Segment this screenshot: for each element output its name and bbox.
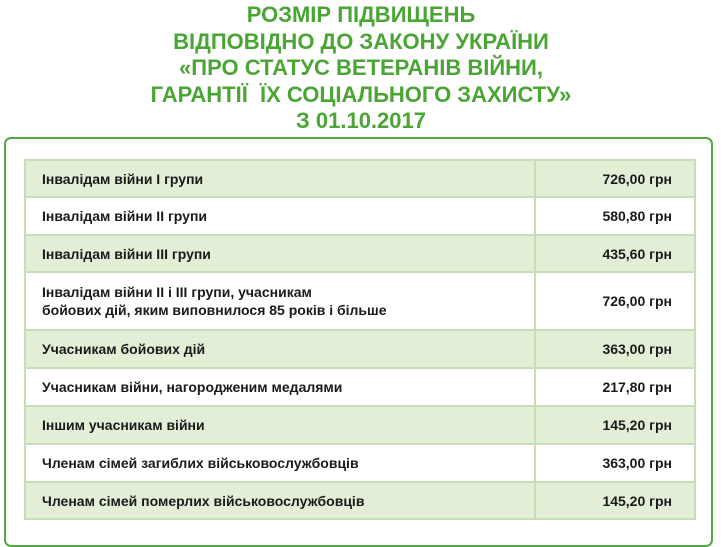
table-row [25, 160, 695, 197]
category-cell: Іншим учасникам війни [25, 406, 535, 444]
table-row [25, 235, 695, 272]
amount-cell: 726,00 грн [535, 160, 695, 197]
category-cell [25, 272, 535, 330]
category-cell: Учасникам бойових дій [25, 330, 535, 368]
title-line-1: РОЗМІР ПІДВИЩЕНЬ [246, 2, 476, 27]
table-row [25, 368, 695, 406]
title-line-4: ГАРАНТІЇ ЇХ СОЦІАЛЬНОГО ЗАХИСТУ» [150, 81, 572, 107]
amount-cell: 145,20 грн [535, 482, 695, 519]
table-row [25, 330, 695, 368]
category-line: Інвалідам війни II і III групи, учасникам [42, 284, 312, 300]
title-line-5: З 01.10.2017 [295, 108, 426, 134]
amount-cell: 363,00 грн [535, 444, 695, 482]
amount-cell: 217,80 грн [535, 368, 695, 406]
table-row [25, 197, 695, 235]
category-cell: Інвалідам війни II групи [25, 197, 535, 235]
page-title [0, 2, 722, 135]
table-row [25, 406, 695, 444]
title-line-2: ВІДПОВІДНО ДО ЗАКОНУ УКРАЇНИ [173, 28, 549, 54]
category-cell: Інвалідам війни I групи [25, 160, 535, 197]
category-line: бойових дій, яким виповнилося 85 років і більше [42, 302, 387, 318]
amount-cell: 363,00 грн [535, 330, 695, 368]
table-row [25, 444, 695, 482]
table-row [25, 272, 695, 330]
category-cell: Членам сімей померлих військовослужбовців [25, 482, 535, 519]
category-cell: Учасникам війни, нагородженим медалями [25, 368, 535, 406]
amount-cell: 435,60 грн [535, 235, 695, 272]
amount-cell: 726,00 грн [535, 272, 695, 330]
category-cell: Членам сімей загиблих військовослужбовців [25, 444, 535, 482]
payments-table [24, 159, 696, 520]
table-row [25, 482, 695, 519]
category-cell: Інвалідам війни III групи [25, 235, 535, 272]
amount-cell: 145,20 грн [535, 406, 695, 444]
amount-cell: 580,80 грн [535, 197, 695, 235]
title-line-3: «ПРО СТАТУС ВЕТЕРАНІВ ВІЙНИ, [179, 55, 543, 81]
